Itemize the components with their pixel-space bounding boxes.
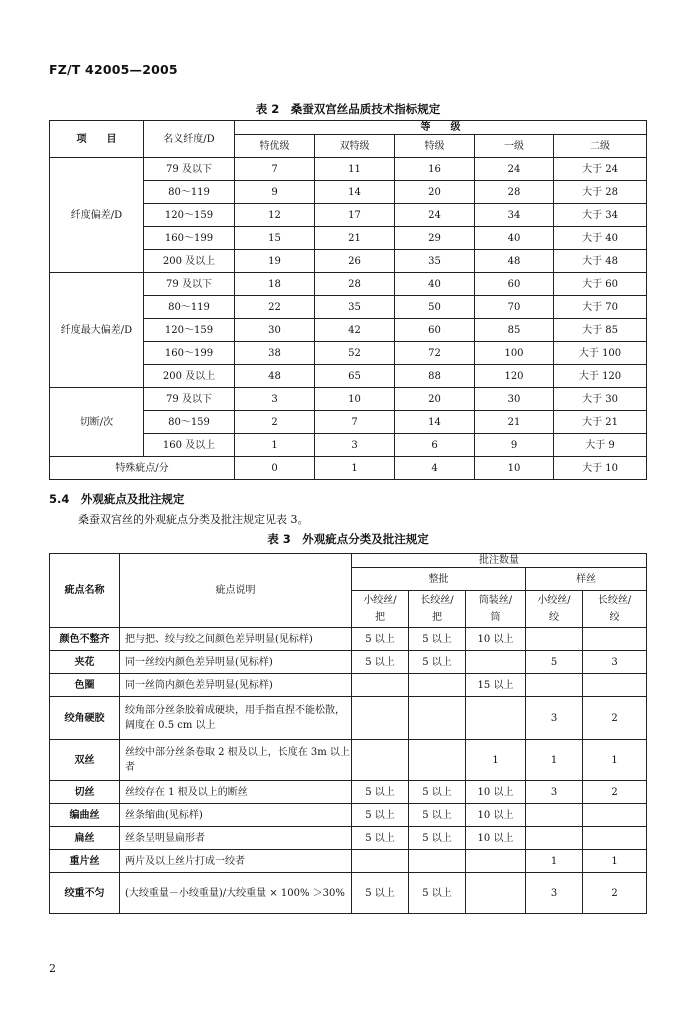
grade-value: 18 xyxy=(235,273,315,296)
grade-value: 52 xyxy=(315,342,395,365)
grade-value: 28 xyxy=(475,181,554,204)
defect-name: 夹花 xyxy=(50,651,120,674)
unit-header xyxy=(583,591,647,628)
grade-group-header: 等 级 xyxy=(235,121,647,135)
defect-quantity xyxy=(352,850,409,873)
defect-name: 扁丝 xyxy=(50,827,120,850)
defect-quantity xyxy=(352,697,409,740)
grade-value: 10 xyxy=(315,388,395,411)
grade-header: 特优级 xyxy=(235,135,315,158)
grade-value: 50 xyxy=(395,296,475,319)
document-header: FZ/T 42005—2005 xyxy=(49,62,178,77)
defect-quantity: 5 以上 xyxy=(352,873,409,914)
grade-value: 1 xyxy=(315,457,395,480)
grade-value: 26 xyxy=(315,250,395,273)
grade-value: 35 xyxy=(315,296,395,319)
grade-value: 30 xyxy=(475,388,554,411)
defect-quantity xyxy=(409,740,466,781)
denier-range: 160～199 xyxy=(144,227,235,250)
defect-quantity: 3 xyxy=(526,781,583,804)
defect-quantity: 5 以上 xyxy=(352,628,409,651)
unit-header-unit: 绞 xyxy=(549,612,559,623)
defect-quantity: 3 xyxy=(526,873,583,914)
table-row xyxy=(50,674,647,697)
grade-value: 40 xyxy=(475,227,554,250)
grade-value: 120 xyxy=(475,365,554,388)
defect-description: 丝绞存在 1 根及以上的断丝 xyxy=(120,781,352,804)
table2-header-row xyxy=(50,121,647,135)
defect-description: (大绞重量－小绞重量)/大绞重量 × 100% ＞30% xyxy=(120,873,352,914)
defect-quantity xyxy=(526,827,583,850)
table-row xyxy=(50,158,647,181)
grade-value: 14 xyxy=(315,181,395,204)
grade-value: 9 xyxy=(475,434,554,457)
grade-value: 24 xyxy=(475,158,554,181)
grade-value: 6 xyxy=(395,434,475,457)
defect-quantity: 5 以上 xyxy=(409,628,466,651)
defect-name: 绞重不匀 xyxy=(50,873,120,914)
defect-quantity xyxy=(409,697,466,740)
grade-header: 二级 xyxy=(554,135,647,158)
denier-range: 120～159 xyxy=(144,204,235,227)
grade-header: 双特级 xyxy=(315,135,395,158)
grade-value: 42 xyxy=(315,319,395,342)
grade-value: 20 xyxy=(395,181,475,204)
grade-value: 60 xyxy=(475,273,554,296)
defect-quantity xyxy=(466,651,526,674)
grade-value: 35 xyxy=(395,250,475,273)
defect-quantity xyxy=(583,804,647,827)
defect-quantity xyxy=(409,850,466,873)
defect-quantity xyxy=(583,628,647,651)
grade-value: 4 xyxy=(395,457,475,480)
denier-range: 200 及以上 xyxy=(144,365,235,388)
grade-value: 48 xyxy=(235,365,315,388)
grade-value: 16 xyxy=(395,158,475,181)
table-row xyxy=(50,804,647,827)
grade-value: 大于 120 xyxy=(554,365,647,388)
denier-range: 200 及以上 xyxy=(144,250,235,273)
grade-value: 大于 10 xyxy=(554,457,647,480)
defect-quantity: 5 以上 xyxy=(409,873,466,914)
whole-batch-header: 整批 xyxy=(352,568,526,591)
defect-quantity: 5 以上 xyxy=(352,651,409,674)
grade-value: 大于 70 xyxy=(554,296,647,319)
defect-name: 重片丝 xyxy=(50,850,120,873)
defect-description: 同一丝筒内颜色差异明显(见标样) xyxy=(120,674,352,697)
denier-range: 80～119 xyxy=(144,296,235,319)
grade-value: 3 xyxy=(315,434,395,457)
defect-classification-table xyxy=(49,553,647,914)
grade-value: 48 xyxy=(475,250,554,273)
grade-value: 17 xyxy=(315,204,395,227)
section-paragraph: 桑蚕双宫丝的外观疵点分类及批注规定见表 3。 xyxy=(78,513,309,526)
batch-qty-header: 批注数量 xyxy=(352,554,647,568)
grade-value: 88 xyxy=(395,365,475,388)
table-row xyxy=(50,781,647,804)
grade-header: 特级 xyxy=(395,135,475,158)
defect-quantity xyxy=(583,674,647,697)
defect-quantity xyxy=(466,850,526,873)
group-name: 纤度最大偏差/D xyxy=(50,273,144,388)
defect-quantity: 5 以上 xyxy=(352,827,409,850)
defect-quantity xyxy=(526,628,583,651)
defect-quantity xyxy=(409,674,466,697)
defect-quantity: 10 以上 xyxy=(466,804,526,827)
unit-header-unit: 绞 xyxy=(609,612,620,623)
defect-quantity: 1 xyxy=(526,740,583,781)
defect-quantity: 10 以上 xyxy=(466,628,526,651)
col-item-header: 项 目 xyxy=(50,121,144,158)
defect-quantity xyxy=(352,674,409,697)
section-heading: 5.4 外观疵点及批注规定 xyxy=(49,492,185,506)
page-number: 2 xyxy=(49,962,56,975)
grade-value: 22 xyxy=(235,296,315,319)
unit-header xyxy=(409,591,466,628)
col-defect-name-header: 疵点名称 xyxy=(50,554,120,628)
defect-name: 色圈 xyxy=(50,674,120,697)
defect-quantity xyxy=(466,697,526,740)
grade-value: 大于 21 xyxy=(554,411,647,434)
grade-value: 大于 85 xyxy=(554,319,647,342)
grade-value: 30 xyxy=(235,319,315,342)
unit-header-type: 长绞丝/ xyxy=(597,595,632,606)
defect-quantity: 3 xyxy=(526,697,583,740)
defect-description: 丝条呈明显扁形者 xyxy=(120,827,352,850)
denier-range: 80～119 xyxy=(144,181,235,204)
denier-range: 160～199 xyxy=(144,342,235,365)
table-row xyxy=(50,651,647,674)
defect-quantity xyxy=(466,873,526,914)
defect-quantity: 5 以上 xyxy=(409,651,466,674)
grade-value: 38 xyxy=(235,342,315,365)
defect-description: 两片及以上丝片打成一绞者 xyxy=(120,850,352,873)
defect-quantity xyxy=(352,740,409,781)
defect-name: 切丝 xyxy=(50,781,120,804)
defect-quantity: 2 xyxy=(583,873,647,914)
defect-quantity: 1 xyxy=(583,850,647,873)
unit-header-type: 筒装丝/ xyxy=(478,595,513,606)
grade-value: 大于 28 xyxy=(554,181,647,204)
denier-range: 80～159 xyxy=(144,411,235,434)
grade-value: 大于 40 xyxy=(554,227,647,250)
defect-quantity: 10 以上 xyxy=(466,781,526,804)
defect-quantity: 5 以上 xyxy=(409,827,466,850)
defect-quantity: 5 以上 xyxy=(409,781,466,804)
grade-value: 20 xyxy=(395,388,475,411)
group-name: 纤度偏差/D xyxy=(50,158,144,273)
grade-value: 40 xyxy=(395,273,475,296)
grade-value: 85 xyxy=(475,319,554,342)
grade-value: 100 xyxy=(475,342,554,365)
table2-caption: 表 2 桑蚕双宫丝品质技术指标规定 xyxy=(255,102,441,116)
defect-description: 丝条缩曲(见标样) xyxy=(120,804,352,827)
quality-index-table xyxy=(49,120,647,480)
defect-quantity xyxy=(526,674,583,697)
grade-value: 3 xyxy=(235,388,315,411)
sample-header: 样丝 xyxy=(526,568,647,591)
grade-value: 大于 30 xyxy=(554,388,647,411)
unit-header-unit: 把 xyxy=(432,612,442,623)
defect-quantity: 10 以上 xyxy=(466,827,526,850)
grade-value: 65 xyxy=(315,365,395,388)
col-defect-desc-header: 疵点说明 xyxy=(120,554,352,628)
grade-value: 2 xyxy=(235,411,315,434)
table3-header-row xyxy=(50,554,647,568)
grade-header: 一级 xyxy=(475,135,554,158)
unit-header-type: 小绞丝/ xyxy=(363,595,397,606)
denier-range: 79 及以下 xyxy=(144,273,235,296)
grade-value: 24 xyxy=(395,204,475,227)
grade-value: 大于 60 xyxy=(554,273,647,296)
table-row xyxy=(50,873,647,914)
defect-quantity: 5 以上 xyxy=(352,804,409,827)
unit-header xyxy=(352,591,409,628)
grade-value: 14 xyxy=(395,411,475,434)
unit-header xyxy=(466,591,526,628)
defect-quantity: 5 xyxy=(526,651,583,674)
grade-value: 70 xyxy=(475,296,554,319)
defect-name: 颜色不整齐 xyxy=(50,628,120,651)
grade-value: 10 xyxy=(475,457,554,480)
defect-quantity: 1 xyxy=(466,740,526,781)
grade-value: 72 xyxy=(395,342,475,365)
defect-quantity: 1 xyxy=(526,850,583,873)
defect-quantity: 5 以上 xyxy=(352,781,409,804)
grade-value: 15 xyxy=(235,227,315,250)
grade-value: 7 xyxy=(235,158,315,181)
denier-range: 79 及以下 xyxy=(144,388,235,411)
defect-description: 同一丝绞内颜色差异明显(见标样) xyxy=(120,651,352,674)
grade-value: 34 xyxy=(475,204,554,227)
denier-range: 79 及以下 xyxy=(144,158,235,181)
table-row xyxy=(50,697,647,740)
grade-value: 12 xyxy=(235,204,315,227)
special-defect-label: 特殊疵点/分 xyxy=(50,457,235,480)
denier-range: 160 及以上 xyxy=(144,434,235,457)
defect-description: 绞角部分丝条胶着成硬块，用手指直捏不能松散，阔度在 0.5 cm 以上 xyxy=(120,697,352,740)
defect-name: 绞角硬胶 xyxy=(50,697,120,740)
grade-value: 21 xyxy=(475,411,554,434)
grade-value: 29 xyxy=(395,227,475,250)
defect-quantity: 2 xyxy=(583,697,647,740)
defect-quantity: 1 xyxy=(583,740,647,781)
grade-value: 大于 9 xyxy=(554,434,647,457)
table-row xyxy=(50,827,647,850)
group-name: 切断/次 xyxy=(50,388,144,457)
grade-value: 60 xyxy=(395,319,475,342)
grade-value: 28 xyxy=(315,273,395,296)
unit-header-type: 长绞丝/ xyxy=(420,595,454,606)
grade-value: 21 xyxy=(315,227,395,250)
table-row xyxy=(50,273,647,296)
defect-quantity xyxy=(526,804,583,827)
table-row xyxy=(50,628,647,651)
grade-value: 大于 34 xyxy=(554,204,647,227)
col-denier-header: 名义纤度/D xyxy=(144,121,235,158)
table3-caption: 表 3 外观疵点分类及批注规定 xyxy=(267,532,429,546)
table-row xyxy=(50,740,647,781)
defect-description: 丝绞中部分丝条卷取 2 根及以上，长度在 3m 以上者 xyxy=(120,740,352,781)
unit-header-unit: 筒 xyxy=(490,612,501,623)
grade-value: 大于 100 xyxy=(554,342,647,365)
grade-value: 19 xyxy=(235,250,315,273)
table-row xyxy=(50,388,647,411)
denier-range: 120～159 xyxy=(144,319,235,342)
defect-name: 编曲丝 xyxy=(50,804,120,827)
table-row xyxy=(50,457,647,480)
defect-name: 双丝 xyxy=(50,740,120,781)
unit-header xyxy=(526,591,583,628)
grade-value: 0 xyxy=(235,457,315,480)
grade-value: 大于 24 xyxy=(554,158,647,181)
grade-value: 1 xyxy=(235,434,315,457)
table-row xyxy=(50,850,647,873)
defect-quantity: 15 以上 xyxy=(466,674,526,697)
grade-value: 11 xyxy=(315,158,395,181)
unit-header-type: 小绞丝/ xyxy=(537,595,571,606)
grade-value: 大于 48 xyxy=(554,250,647,273)
grade-value: 7 xyxy=(315,411,395,434)
defect-quantity xyxy=(583,827,647,850)
defect-quantity: 2 xyxy=(583,781,647,804)
unit-header-unit: 把 xyxy=(375,612,385,623)
grade-value: 9 xyxy=(235,181,315,204)
defect-description: 把与把、绞与绞之间颜色差异明显(见标样) xyxy=(120,628,352,651)
defect-quantity: 3 xyxy=(583,651,647,674)
defect-quantity: 5 以上 xyxy=(409,804,466,827)
